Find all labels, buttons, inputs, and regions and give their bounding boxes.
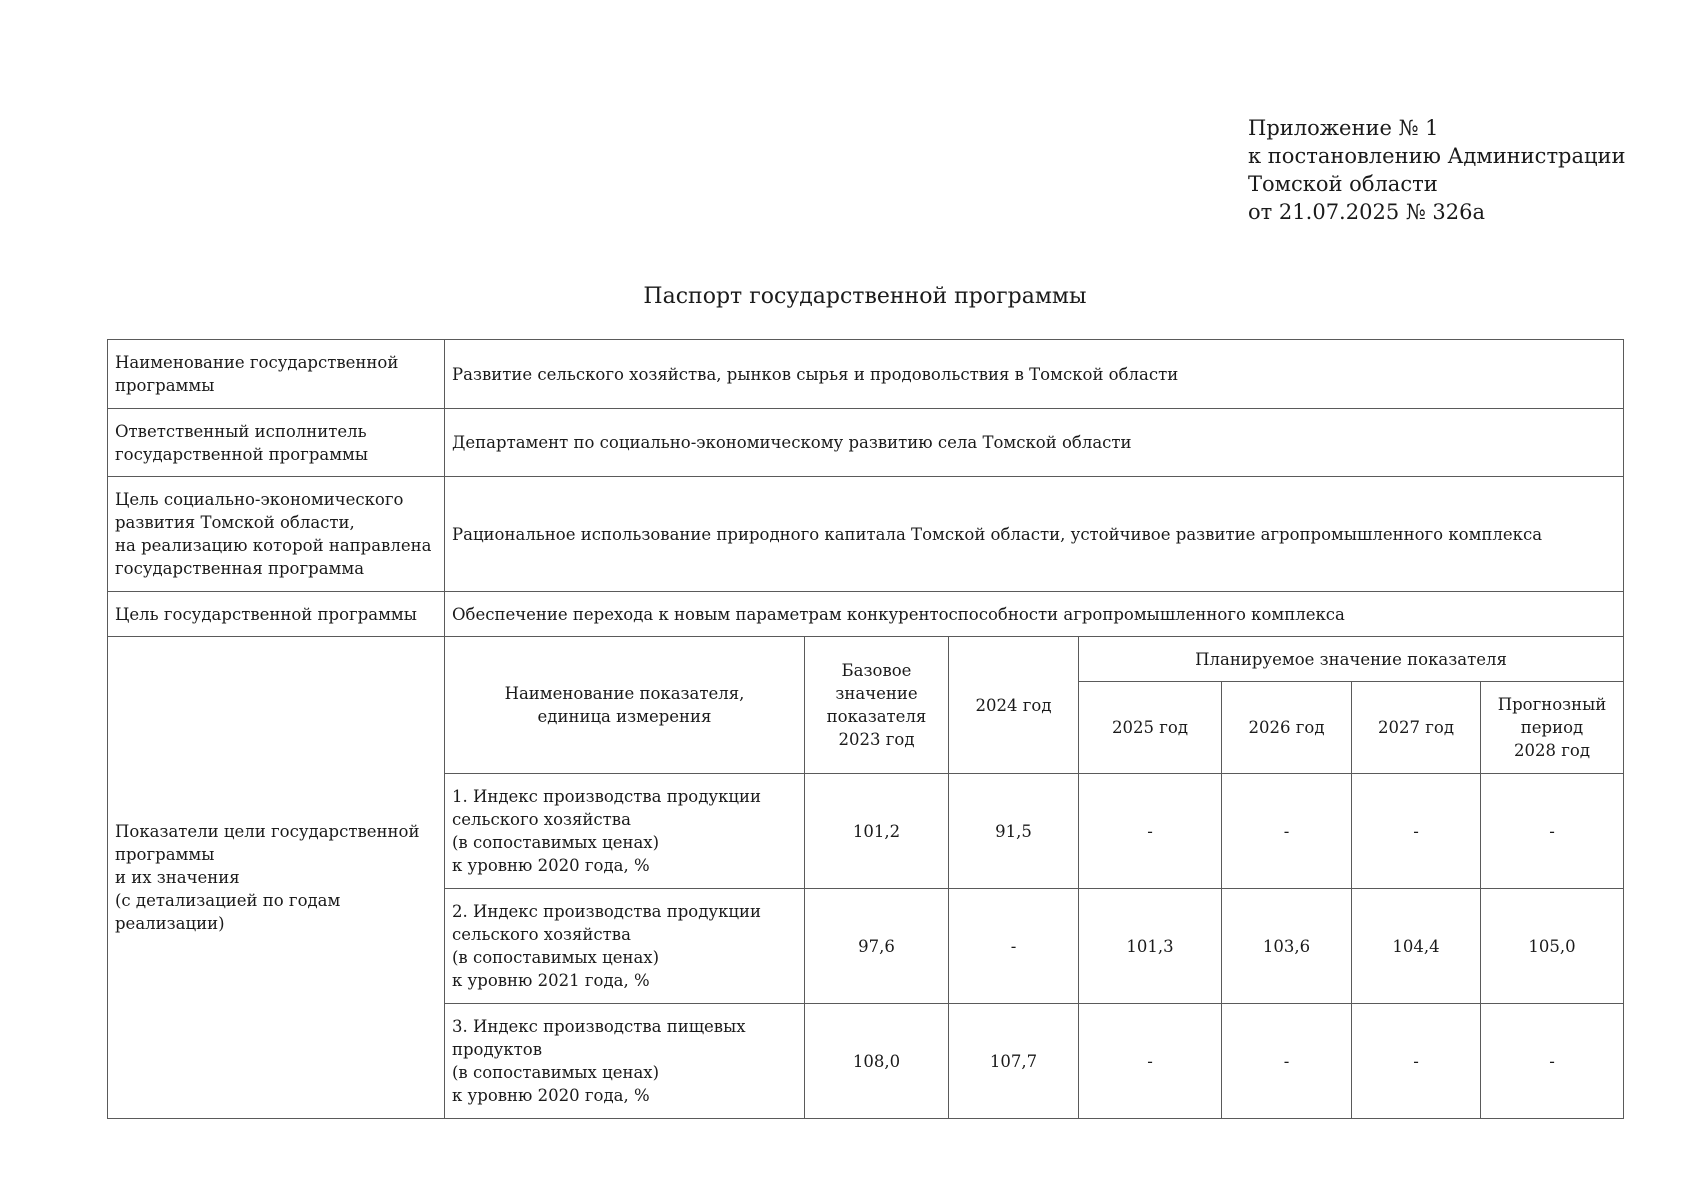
value-2026: 103,6 xyxy=(1222,889,1352,1004)
label-line: Цель социально-экономического xyxy=(115,490,404,509)
label-line: программы xyxy=(115,845,215,864)
label-line: государственная программа xyxy=(115,559,365,578)
value-base-2023: 97,6 xyxy=(805,889,949,1004)
value-2025: - xyxy=(1079,774,1222,889)
indicator-name-line: к уровню 2021 года, % xyxy=(452,971,650,990)
label-line: (с детализацией по годам xyxy=(115,891,341,910)
header-forecast-2028 xyxy=(1481,682,1624,774)
header-2027: 2027 год xyxy=(1352,682,1481,774)
value-2028: - xyxy=(1481,774,1624,889)
header-indicator-name xyxy=(445,637,805,774)
document-title: Паспорт государственной программы xyxy=(643,284,1087,309)
indicator-name-line: продуктов xyxy=(452,1040,543,1059)
value-base-2023: 108,0 xyxy=(805,1004,949,1119)
value-2026: - xyxy=(1222,1004,1352,1119)
label-line: на реализацию которой направлена xyxy=(115,536,432,555)
label-line: программы xyxy=(115,376,215,395)
header-2024: 2024 год xyxy=(949,637,1079,774)
passport-row-program-name xyxy=(108,340,1624,409)
value-2026: - xyxy=(1222,774,1352,889)
passport-row-executor xyxy=(108,409,1624,477)
indicator-name-line: 2. Индекс производства продукции xyxy=(452,902,761,921)
passport-table xyxy=(107,339,1624,1119)
appendix-line: Томской области xyxy=(1248,172,1438,196)
header-line: Прогнозный xyxy=(1497,695,1607,714)
indicator-name-line: (в сопоставимых ценах) xyxy=(452,948,660,967)
label-line: реализации) xyxy=(115,914,225,933)
appendix-block xyxy=(1248,114,1626,226)
row-label xyxy=(108,477,445,592)
value-2027: - xyxy=(1352,1004,1481,1119)
indicator-name-line: к уровню 2020 года, % xyxy=(452,856,650,875)
indicators-label xyxy=(108,637,445,1119)
value-2024: - xyxy=(949,889,1079,1004)
value-2025: 101,3 xyxy=(1079,889,1222,1004)
appendix-line: Приложение № 1 xyxy=(1248,116,1439,140)
row-value: Департамент по социально-экономическому развитию села Томской области xyxy=(445,409,1624,477)
indicator-name-line: сельского хозяйства xyxy=(452,810,631,829)
header-line: 2023 год xyxy=(838,730,915,749)
indicator-name-line: к уровню 2020 года, % xyxy=(452,1086,650,1105)
header-line: показателя xyxy=(826,707,927,726)
indicator-name xyxy=(445,889,805,1004)
label-line: и их значения xyxy=(115,868,240,887)
row-label xyxy=(108,340,445,409)
row-label xyxy=(108,409,445,477)
label-line: Ответственный исполнитель xyxy=(115,421,367,441)
indicator-name xyxy=(445,1004,805,1119)
value-2027: 104,4 xyxy=(1352,889,1481,1004)
label-line: Наименование государственной xyxy=(115,353,399,372)
header-planned-value: Планируемое значение показателя xyxy=(1079,637,1624,682)
header-line: единица измерения xyxy=(537,707,712,726)
header-2026: 2026 год xyxy=(1222,682,1352,774)
value-base-2023: 101,2 xyxy=(805,774,949,889)
passport-row-socio-economic-goal xyxy=(108,477,1624,592)
value-2028: - xyxy=(1481,1004,1624,1119)
row-label: Цель государственной программы xyxy=(108,592,445,637)
header-line: Наименование показателя, xyxy=(504,684,745,703)
header-line: период xyxy=(1520,718,1584,737)
row-value: Обеспечение перехода к новым параметрам конкурентоспособности агропромышленного комплекса xyxy=(445,592,1624,637)
header-line: 2028 год xyxy=(1514,741,1590,760)
indicator-name-line: (в сопоставимых ценах) xyxy=(452,1063,660,1082)
value-2024: 107,7 xyxy=(949,1004,1079,1119)
label-line: Показатели цели государственной xyxy=(115,822,420,841)
value-2024: 91,5 xyxy=(949,774,1079,889)
value-2028: 105,0 xyxy=(1481,889,1624,1004)
row-value: Рациональное использование природного капитала Томской области, устойчивое развитие агропромышленного комплекса xyxy=(445,477,1624,592)
label-line: развития Томской области, xyxy=(115,513,355,532)
value-2027: - xyxy=(1352,774,1481,889)
header-line: значение xyxy=(835,684,918,703)
value-2025: - xyxy=(1079,1004,1222,1119)
indicator-name xyxy=(445,774,805,889)
indicator-name-line: (в сопоставимых ценах) xyxy=(452,833,660,852)
indicator-name-line: 3. Индекс производства пищевых xyxy=(452,1017,746,1036)
header-line: Базовое xyxy=(841,661,912,680)
header-base-value xyxy=(805,637,949,774)
header-2025: 2025 год xyxy=(1079,682,1222,774)
row-value: Развитие сельского хозяйства, рынков сырья и продовольствия в Томской области xyxy=(445,340,1624,409)
indicator-name-line: 1. Индекс производства продукции xyxy=(452,787,761,806)
appendix-line: к постановлению Администрации xyxy=(1248,144,1626,168)
passport-row-program-goal xyxy=(108,592,1624,637)
indicator-name-line: сельского хозяйства xyxy=(452,925,631,944)
indicators-header-row xyxy=(108,637,1624,682)
label-line: государственной программы xyxy=(115,444,369,464)
appendix-line: от 21.07.2025 № 326а xyxy=(1248,200,1485,224)
